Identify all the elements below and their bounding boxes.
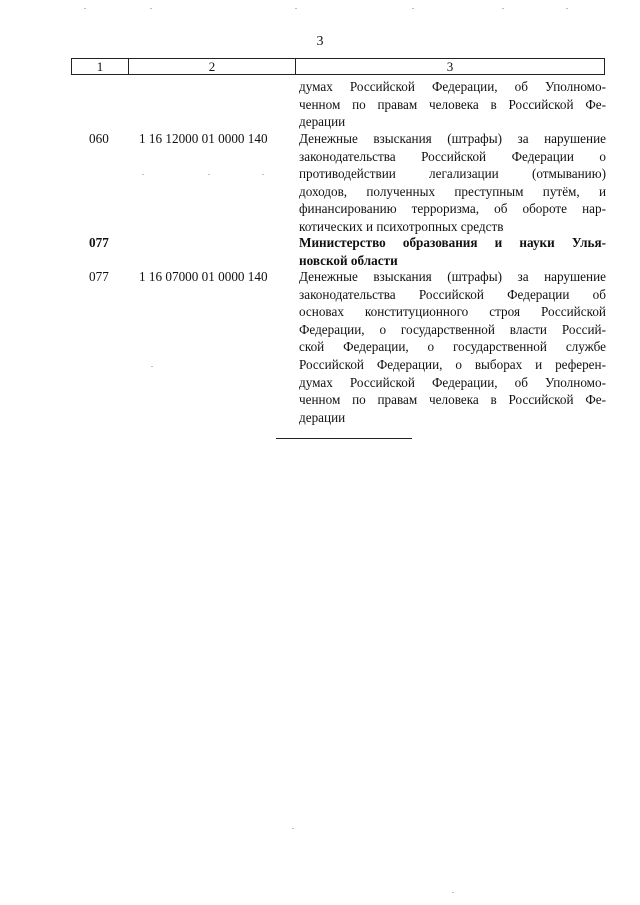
scan-speck bbox=[151, 366, 153, 367]
row-description bbox=[299, 268, 606, 426]
end-divider bbox=[276, 438, 412, 439]
ministry-name bbox=[299, 234, 606, 269]
column-header-1: 1 bbox=[72, 59, 129, 74]
text-line: дерации bbox=[299, 114, 346, 130]
scan-speck bbox=[412, 8, 414, 9]
admin-code: 060 bbox=[89, 131, 109, 146]
text-line: законодательства Российской Федерации о bbox=[299, 148, 606, 164]
text-line: думах Российской Федерации, об Уполномо- bbox=[299, 374, 606, 390]
scan-speck bbox=[295, 8, 297, 9]
text-line: дерации bbox=[299, 409, 346, 425]
scan-speck bbox=[262, 174, 264, 175]
text-line: Российской Федерации, о выборах и референ- bbox=[299, 356, 606, 372]
column-header-2: 2 bbox=[129, 59, 296, 74]
scan-speck bbox=[292, 828, 294, 829]
scan-speck bbox=[452, 892, 454, 893]
budget-classification-code: 1 16 07000 01 0000 140 bbox=[139, 269, 268, 284]
row-description bbox=[299, 78, 606, 131]
scan-speck bbox=[150, 8, 152, 9]
budget-classification-code: 1 16 12000 01 0000 140 bbox=[139, 131, 268, 146]
text-line: Министерство образования и науки Улья- bbox=[299, 235, 606, 250]
page-number: 3 bbox=[316, 34, 324, 49]
scan-speck bbox=[502, 8, 504, 9]
column-header-3: 3 bbox=[446, 58, 454, 74]
admin-code: 077 bbox=[89, 235, 109, 250]
text-line: ченном по правам человека в Российской Фе- bbox=[299, 392, 606, 408]
text-line: финансированию терроризма, об обороте нар- bbox=[299, 201, 606, 217]
text-line: Денежные взыскания (штрафы) за нарушение bbox=[299, 269, 606, 284]
text-line: основах конституционного строя Российской bbox=[299, 304, 606, 320]
text-line: котических и психотропных средств bbox=[299, 218, 504, 234]
text-line: доходов, полученных преступным путём, и bbox=[299, 183, 606, 199]
row-description bbox=[299, 130, 606, 236]
table-header bbox=[71, 58, 605, 75]
scan-speck bbox=[84, 8, 86, 9]
text-line: ченном по правам человека в Российской Фе- bbox=[299, 96, 606, 112]
scan-speck bbox=[208, 174, 210, 175]
text-line: законодательства Российской Федерации об bbox=[299, 286, 606, 302]
text-line: Федерации, о государственной власти Россий- bbox=[299, 321, 606, 337]
scan-speck bbox=[142, 174, 144, 175]
text-line: Денежные взыскания (штрафы) за нарушение bbox=[299, 131, 606, 146]
text-line: думах Российской Федерации, об Уполномо- bbox=[299, 79, 606, 94]
scan-speck bbox=[566, 8, 568, 9]
admin-code: 077 bbox=[89, 269, 109, 284]
text-line: противодействии легализации (отмыванию) bbox=[299, 166, 606, 182]
text-line: ской Федерации, о государственной службе bbox=[299, 339, 606, 355]
text-line: новской области bbox=[299, 252, 398, 268]
